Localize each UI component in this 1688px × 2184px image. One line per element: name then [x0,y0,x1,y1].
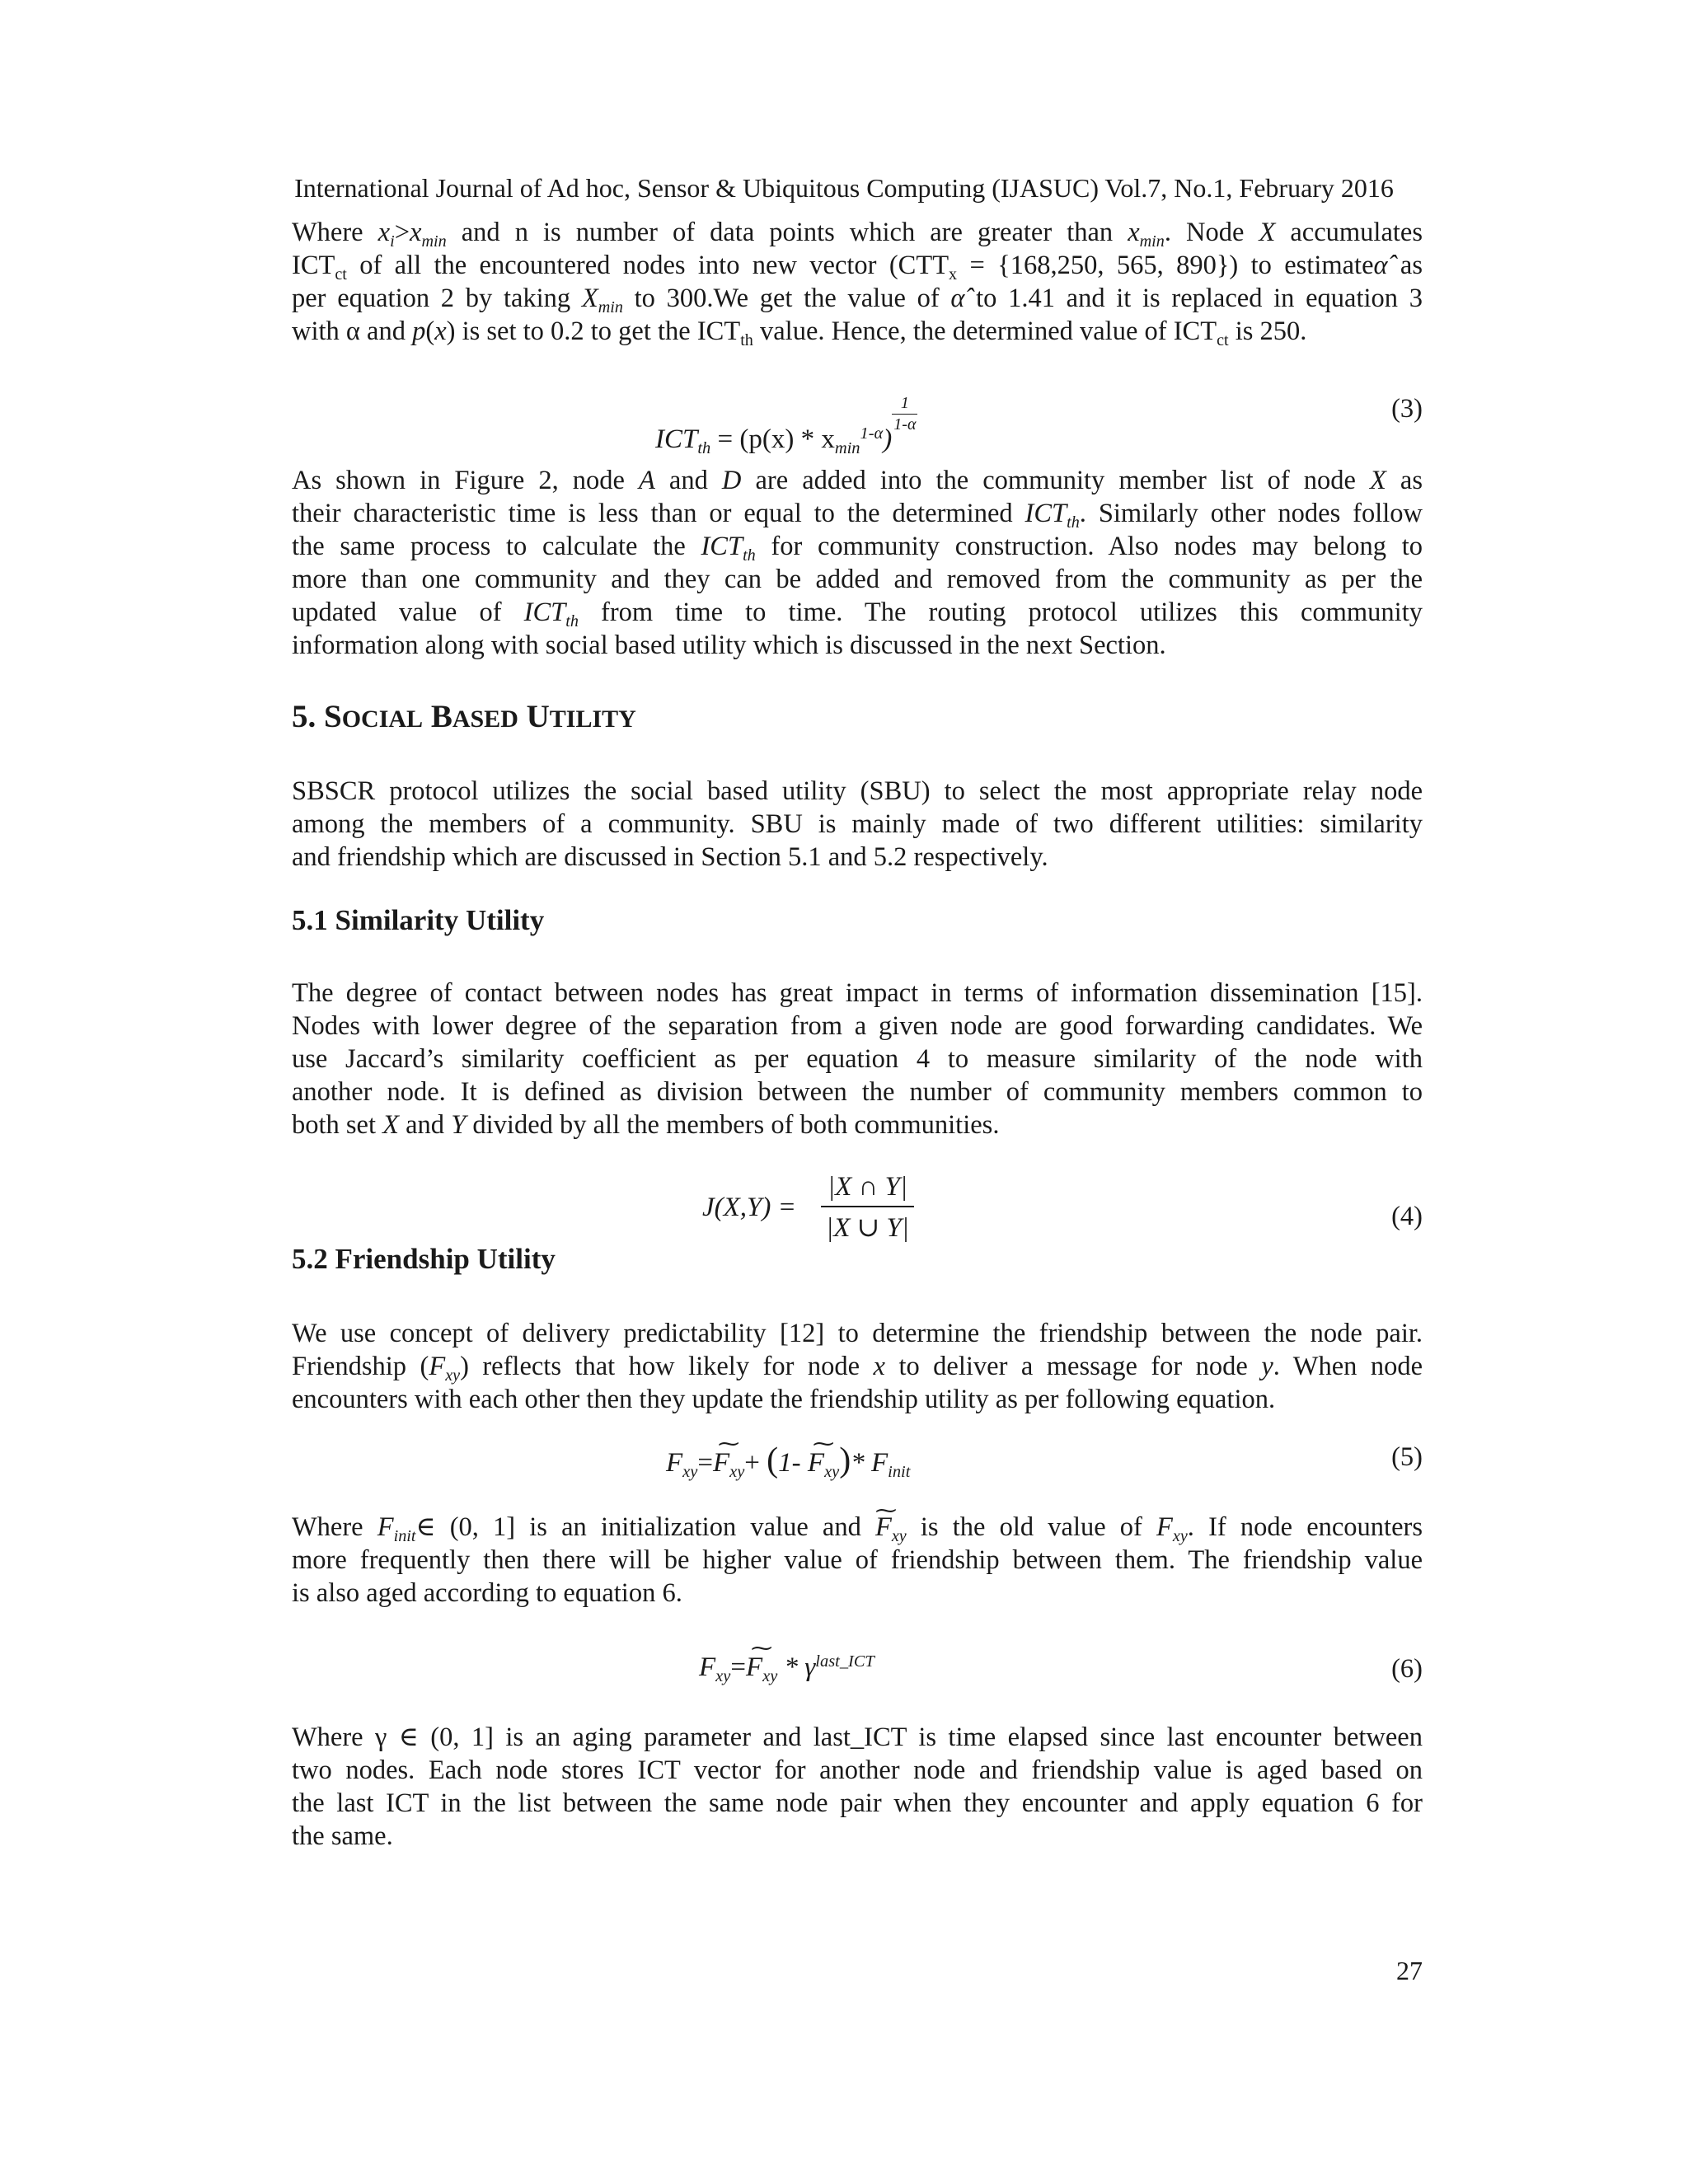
paragraph-initialization: Where $F_{init}\in$ (0, 1] is an initialization value and ⁓ $F_{xy}$ is the old value of $F_{xy}$. If node encounters more frequently then there will be higher value of friendship between them. The friendship value is also aged according to equation 6. [292,1511,1423,1610]
paragraph-sbu-intro: SBSCR protocol utilizes the social based utility (SBU) to select the most appropriate relay node among the members of a community. SBU is mainly made of two different utilities: similarity and friendship which are discussed in Section 5.1 and 5.2 respectively. [292,776,1423,872]
equation-3-number: (3) [1391,394,1423,424]
equation-6: $F_{xy}=⁓$ $F_{xy} * \gamma^{last\_ICT}$ [699,1652,874,1683]
section-heading-friendship-utility: 5.2 Friendship Utility [292,1243,556,1275]
paragraph-similarity: The degree of contact between nodes has great impact in terms of information dissemination [15]. Nodes with lower degree of the separation from a given node are good forwarding candidates. We use Jaccard’s similarity coefficient as per equation 4 to measure similarity of the node with another node. It is defined as division between the number of community members common to both set X and Y divided by all the members of both communities. [292,978,1423,1140]
equation-5: $F_{xy}=⁓$ $F_{xy}+ (1-$ ⁓ $F_{xy})*$ $F_{init}$ [666,1441,910,1480]
equation-6-number: (6) [1391,1654,1423,1684]
equation-5-number: (5) [1391,1442,1423,1472]
equation-4-number: (4) [1391,1202,1423,1231]
page-number: 27 [1396,1956,1423,1985]
paragraph-friendship: We use concept of delivery predictability [12] to determine the friendship between the node pair. Friendship $(F_{xy})$ reflects that how likely for node x to deliver a message for node y. When node encounters with each other then they update the friendship utility as per following equation. [292,1319,1423,1414]
section-heading-social-based-utility: 5. SOCIAL BASED UTILITY [292,699,636,734]
equation-4: J(X,Y) = $\frac{|X \cap Y|}{|X \cup Y|}$ [702,1172,914,1244]
paragraph-aging: Where γ ∈ (0, 1] is an aging parameter and last_ICT is time elapsed since last encounter between two nodes. Each node stores ICT vector for another node and friendship value is aged based on the last ICT in the list between the same node pair when they encounter and apply equation 6 for the same. [292,1722,1423,1851]
section-heading-similarity-utility: 5.1 Similarity Utility [292,904,545,936]
paragraph-community-members: As shown in Figure 2, node A and D are added into the community member list of node X as their characteristic time is less than or equal to the determined $ICT_{th}$. Similarly other nodes follow the same process to calculate the $ICT_{th}$ for community construction. Also nodes may belong to more than one community and they can be added and removed from the community as per the updated value of $ICT_{th}$ from time to time. The routing protocol utilizes this community information along with social based utility which is discussed in the next Section. [292,466,1423,660]
paragraph-ict-estimation: Where $x_i>x_{min}$ and n is number of data points which are greater than $x_{min}$. Node X accumulates $ICT_{ct}$ of all the encountered nodes into new vector ($CTT_x = \{168,250$, 565, 890}) to estimateα̂ as per equation 2 by taking $X_{min}$ to 300.We get the value of α̂ to 1.41 and it is replaced in equation 3 with α and p(x) is set to 0.2 to get the $ICT_{th}$ value. Hence, the determined value of $ICT_{ct}$ is 250. [292,218,1423,350]
running-header: International Journal of Ad hoc, Sensor & Ubiquitous Computing (IJASUC) Vol.7, No.1, February 2016 [294,173,1394,203]
equation-3: $ICT_{th} = (p(x) * x_{min}^{1-\alpha})$ $\frac{1}{1-\alpha}$ [655,394,917,458]
